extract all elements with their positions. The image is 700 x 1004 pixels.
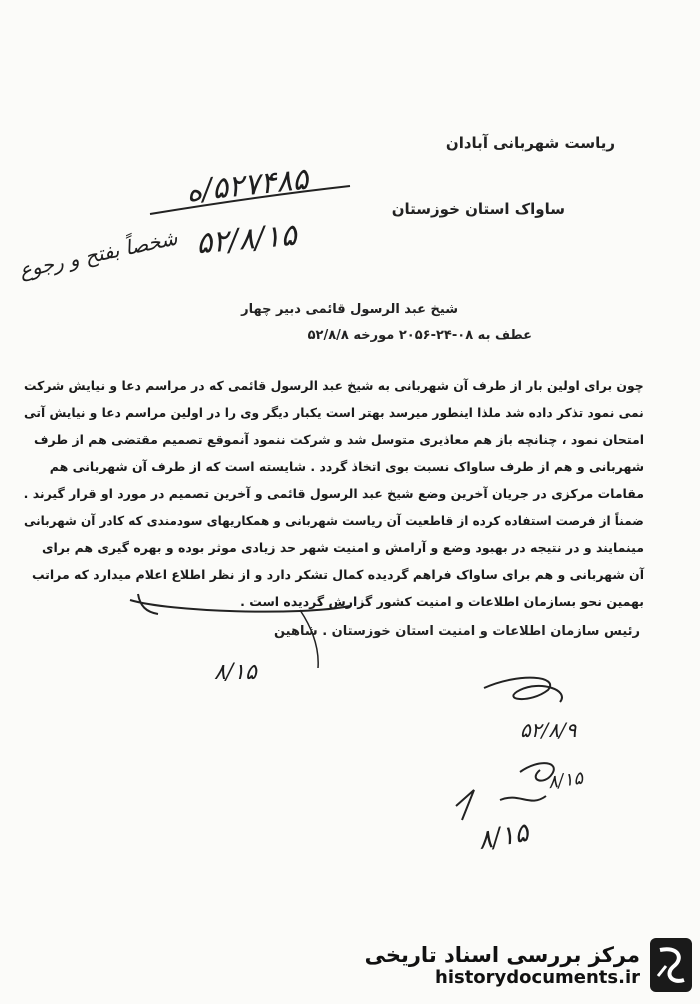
signature-stroke (130, 600, 350, 612)
signature-date: ۸/۱۵ (214, 660, 257, 685)
body-line: نمی نمود تذکر داده شد ملذا اینطور میرسد بهتر است یکبار دیگر وی را در اولین مراسم دعا و نیایش آتی (24, 405, 644, 420)
recipient-line-1: ریاست شهربانی آبادان (445, 134, 615, 152)
body-line: مقامات مرکزی در جریان آخرین وضع شیخ عبد الرسول قائمی و آخرین تصمیم در مورد او قرار گیرند . (23, 486, 644, 501)
margin-date-3: ۸/۱۵ (475, 817, 531, 857)
body-line: شهربانی و هم از طرف ساواک نسبت بوی اتخاذ گردد . شایسته است که از طرف آن شهربانی هم (49, 459, 644, 474)
margin-date-2: ۸/۱۵ (546, 767, 585, 794)
watermark-url: historydocuments.ir (435, 966, 640, 988)
body-line: مینمایند و در نتیجه در بهبود وضع و آرامش و امنیت شهر حد زیادی موثر بوده و بهره گیری هم برای (42, 540, 644, 555)
body-line: ضمناً از فرصت استفاده کرده از قاطعیت آن ریاست شهربانی و همکاریهای سودمندی که کادر آن شهربانی (24, 513, 644, 528)
letter-reference: عطف به ۰۸-۲۴-۲۰۵۶ مورخه ۵۲/۸/۸ (307, 328, 532, 343)
recipient-line-2: ساواک استان خوزستان (391, 200, 565, 218)
margin-line (300, 610, 318, 668)
registration-date: ۵۲/۸/۱۵ (194, 217, 299, 262)
watermark-title: مرکز بررسی اسناد تاریخی (364, 942, 640, 967)
body-line: بهمین نحو بسازمان اطلاعات و امنیت کشور گزارش گردیده است . (240, 594, 644, 609)
margin-tick (456, 790, 474, 820)
signature-scribble (520, 763, 554, 781)
body-line: امتحان نمود ، چنانچه باز هم معاذیری متوسل شد و شرکت ننمود آنموقع تصمیم مقتضی هم از طرف (34, 432, 644, 447)
body-line: چون برای اولین بار از طرف آن شهربانی به شیخ عبد الرسول قائمی که در مراسم دعا و نیایش شرکت (24, 378, 644, 393)
body-line: آن شهربانی و هم برای ساواک فراهم گردیده کمال تشکر دارد و از نظر اطلاع اعلام میدارد که مراتب (31, 567, 644, 582)
letter-subject: شیخ عبد الرسول قائمی دبیر چهار (241, 302, 458, 317)
signature-scribble (484, 678, 562, 702)
handwritten-margin-note: شخصاً بفتح و رجوع (17, 225, 180, 283)
margin-date-1: ۵۲/۸/۹ (520, 718, 577, 742)
archive-watermark (365, 936, 694, 994)
signatory-line: رئیس سازمان اطلاعات و امنیت استان خوزستان . شاهین (273, 624, 640, 639)
registration-number: ۵۲۷۴۸۵/ه (184, 161, 311, 210)
archive-logo-icon (648, 936, 694, 994)
registration-underline (150, 186, 350, 214)
signature-scribble (500, 796, 546, 801)
